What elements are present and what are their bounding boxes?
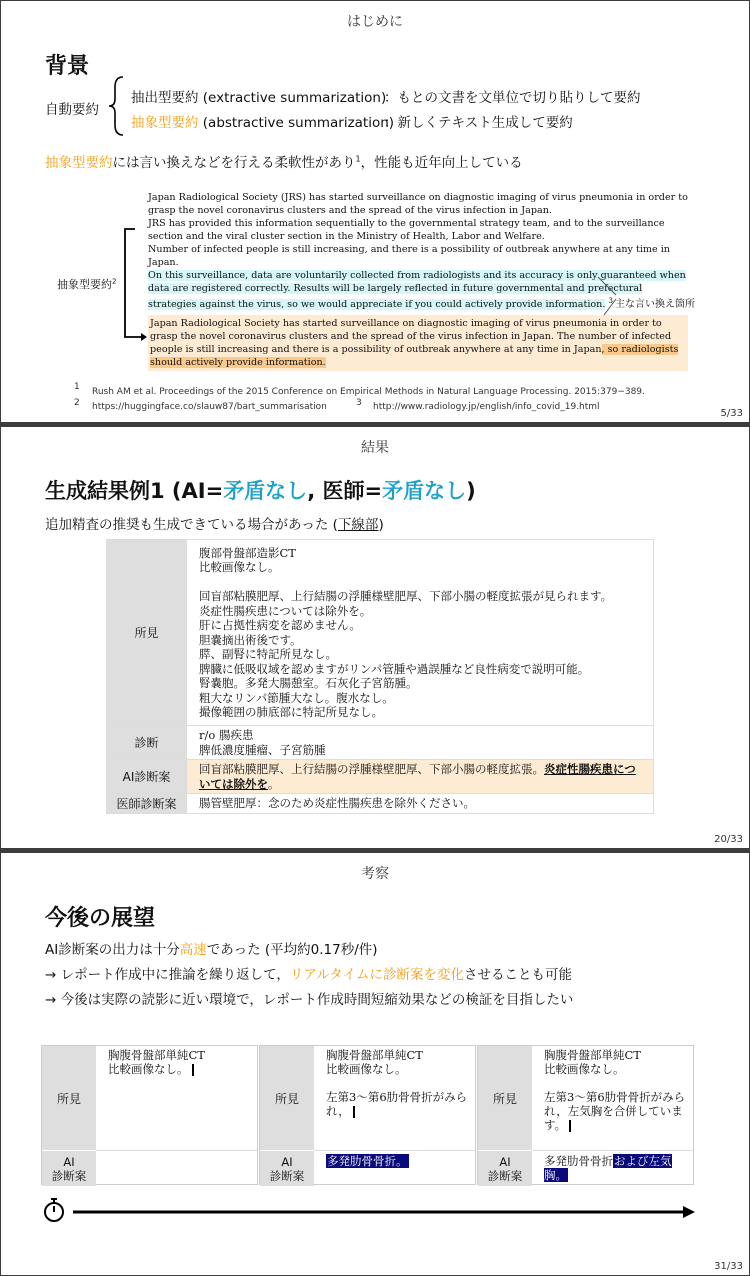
findings-line [199,575,641,590]
findings-text[interactable]: 胸腹骨盤部単純CT 比較画像なし。 左第3〜第6肋骨骨折がみられ， [326,1048,468,1118]
editor-panel[interactable] [41,1045,258,1185]
ai-label: AI 診断案 [42,1150,96,1186]
table-row [107,760,654,794]
diagnosis-line: r/o 腸疾患 [199,728,254,742]
page-number: 31/33 [714,1261,743,1272]
text-cursor [353,1106,355,1118]
table-row [107,794,654,814]
extractive-name: 抽出型要約 (extractive summarization) [131,90,387,106]
report-table [106,539,654,814]
findings-line: 膵、副腎に特記所見なし。 [199,647,337,661]
page-number: 20/33 [714,834,743,845]
findings-line: 腎嚢胞。多発大腸憩室。石灰化子宮筋腫。 [199,676,418,690]
footnote-num: 1 [74,382,80,392]
doctor-label: 医師診断案 [107,794,187,814]
findings-cell [187,540,654,726]
findings-line: 比較画像なし。 [199,560,280,574]
footnote-num: 2 [74,398,80,408]
auto-summary-label: 自動要約 [45,102,99,118]
slide-title: 今後の展望 [45,906,156,931]
line-3: → 今後は実際の読影に近い環境で，レポート作成時間短縮効果などの検証を目指したい [45,992,574,1008]
line-1: AI診断案の出力は十分高速であった (平均約0.17秒/件) [45,942,378,958]
footnote-link[interactable]: https://huggingface.co/slauw87/bart_summarisation [92,402,327,412]
findings-line: 脾臓に低吸収域を認めますがリンパ管腫や過誤腫など良性病変で説明可能。 [199,661,590,676]
table-row [107,540,654,726]
slide-background [1,427,749,848]
footnote-text: Rush AM et al. Proceedings of the 2015 Conference on Empirical Methods in Natural Language Processing. 2015:379−389. [92,387,645,397]
findings-label: 所見 [107,540,187,726]
brace-icon [107,75,127,137]
slide-title: 生成結果例1 (AI=矛盾なし, 医師=矛盾なし) [45,479,476,503]
findings-line: 胆嚢摘出術後です。 [199,632,302,647]
lead-text: 抽象型要約には言い換えなどを行える柔軟性があり$^1$，性能も近年向上している [45,154,523,171]
footnote-num: 3 [356,398,362,408]
section-title: 考察 [361,866,389,882]
diagnosis-cell [187,726,654,760]
extractive-desc: ：もとの文書を文単位で切り貼りして要約 [384,90,641,106]
abstractive-desc: ：新しくテキスト生成して要約 [384,115,573,131]
diagnosis-label: 診断 [107,726,187,760]
footnote-link[interactable]: http://www.radiology.jp/english/info_covid_19.html [373,402,600,412]
slide-background [1,853,749,1275]
findings-label: 所見 [260,1046,314,1150]
stopwatch-icon [41,1195,67,1225]
timeline-arrow [73,1205,698,1219]
section-title: 結果 [361,440,389,456]
ai-label: AI 診断案 [260,1150,314,1186]
findings-text[interactable]: 胸腹骨盤部単純CT 比較画像なし。 左第3〜第6肋骨骨折がみられ，左気胸を合併しています。 [544,1048,686,1132]
findings-line: 炎症性腸疾患については除外を。 [199,603,372,618]
editor-panel[interactable] [477,1045,694,1185]
source-text: Japan Radiological Society (JRS) has started surveillance on diagnostic imaging of virus pneumonia in order to grasp the novel coronavirus clusters and the spread of the virus infection in Japan. JRS has provided this information sequentially to the governmental strategy team, and to the surveillance section and the viral cluster section in the Ministry of Health, Labor and Welfare. Number of infected people is still increasing, and there is a possibility of outbreak anywhere at any time in Japan. On this surveillance, data are voluntarily collected from radiologists and its accuracy is only guaranteed when data are registered correctly. Results will be largely reflected in future governmental and prefectural strategies against the virus, so we would appreciate if you could actively provide information. $^3$ [148,192,688,311]
slide-background [1,1,749,422]
ai-text: 多発肋骨骨折および左気胸。 [544,1154,672,1182]
section-title: はじめに [347,14,403,30]
findings-label: 所見 [42,1046,96,1150]
doctor-cell: 腸管壁肥厚：念のため炎症性腸疾患を除外ください。 [187,794,654,814]
bracket-arrow-icon [119,227,149,343]
summary-text: Japan Radiological Society has started surveillance on diagnostic imaging of virus pneumonia in order to grasp the novel coronavirus clusters and the spread of the virus infection in Japan. The number of infected people is still increasing and there is a possibility of outbreak anywhere at any time in Japan, so radiologists should actively provide information. [148,315,688,371]
table-row [107,726,654,760]
line-2: → レポート作成中に推論を繰り返して，リアルタイムに診断案を変化させることも可能 [45,967,572,983]
slide-title: 背景 [45,54,90,79]
findings-line: 回盲部粘膜肥厚、上行結腸の浮腫様壁肥厚、下部小腸の軽度拡張が見られます。 [199,589,613,603]
callout-label: 主な言い換え箇所 [615,299,695,310]
ai-label: AI診断案 [107,760,187,794]
findings-line: 粗大なリンパ節腫大なし。腹水なし。 [199,690,394,705]
text-cursor [192,1064,194,1076]
findings-line: 腹部骨盤部造影CT [199,545,296,560]
abstractive-name: 抽象型要約 (abstractive summarization) [131,115,395,131]
subtitle: 追加精査の推奨も生成できている場合があった (下線部) [45,517,384,533]
ai-label: AI 診断案 [478,1150,532,1186]
ai-cell: 回盲部粘膜肥厚、上行結腸の浮腫様壁肥厚、下部小腸の軽度拡張。炎症性腸疾患については除外を。 [187,760,654,794]
findings-line: 撮像範囲の肺底部に特記所見なし。 [199,705,383,719]
findings-text[interactable]: 胸腹骨盤部単純CT 比較画像なし。 [108,1048,205,1076]
page-number: 5/33 [720,408,743,419]
findings-label: 所見 [478,1046,532,1150]
findings-line: 肝に占拠性病変を認めません。 [199,618,361,632]
text-cursor [569,1120,571,1132]
editor-panel[interactable] [259,1045,476,1185]
ai-text: 多発肋骨骨折。 [327,1154,408,1168]
diagnosis-line: 脾低濃度腫瘤、子宮筋腫 [199,742,326,757]
side-label: 抽象型要約$^2$ [57,277,117,291]
